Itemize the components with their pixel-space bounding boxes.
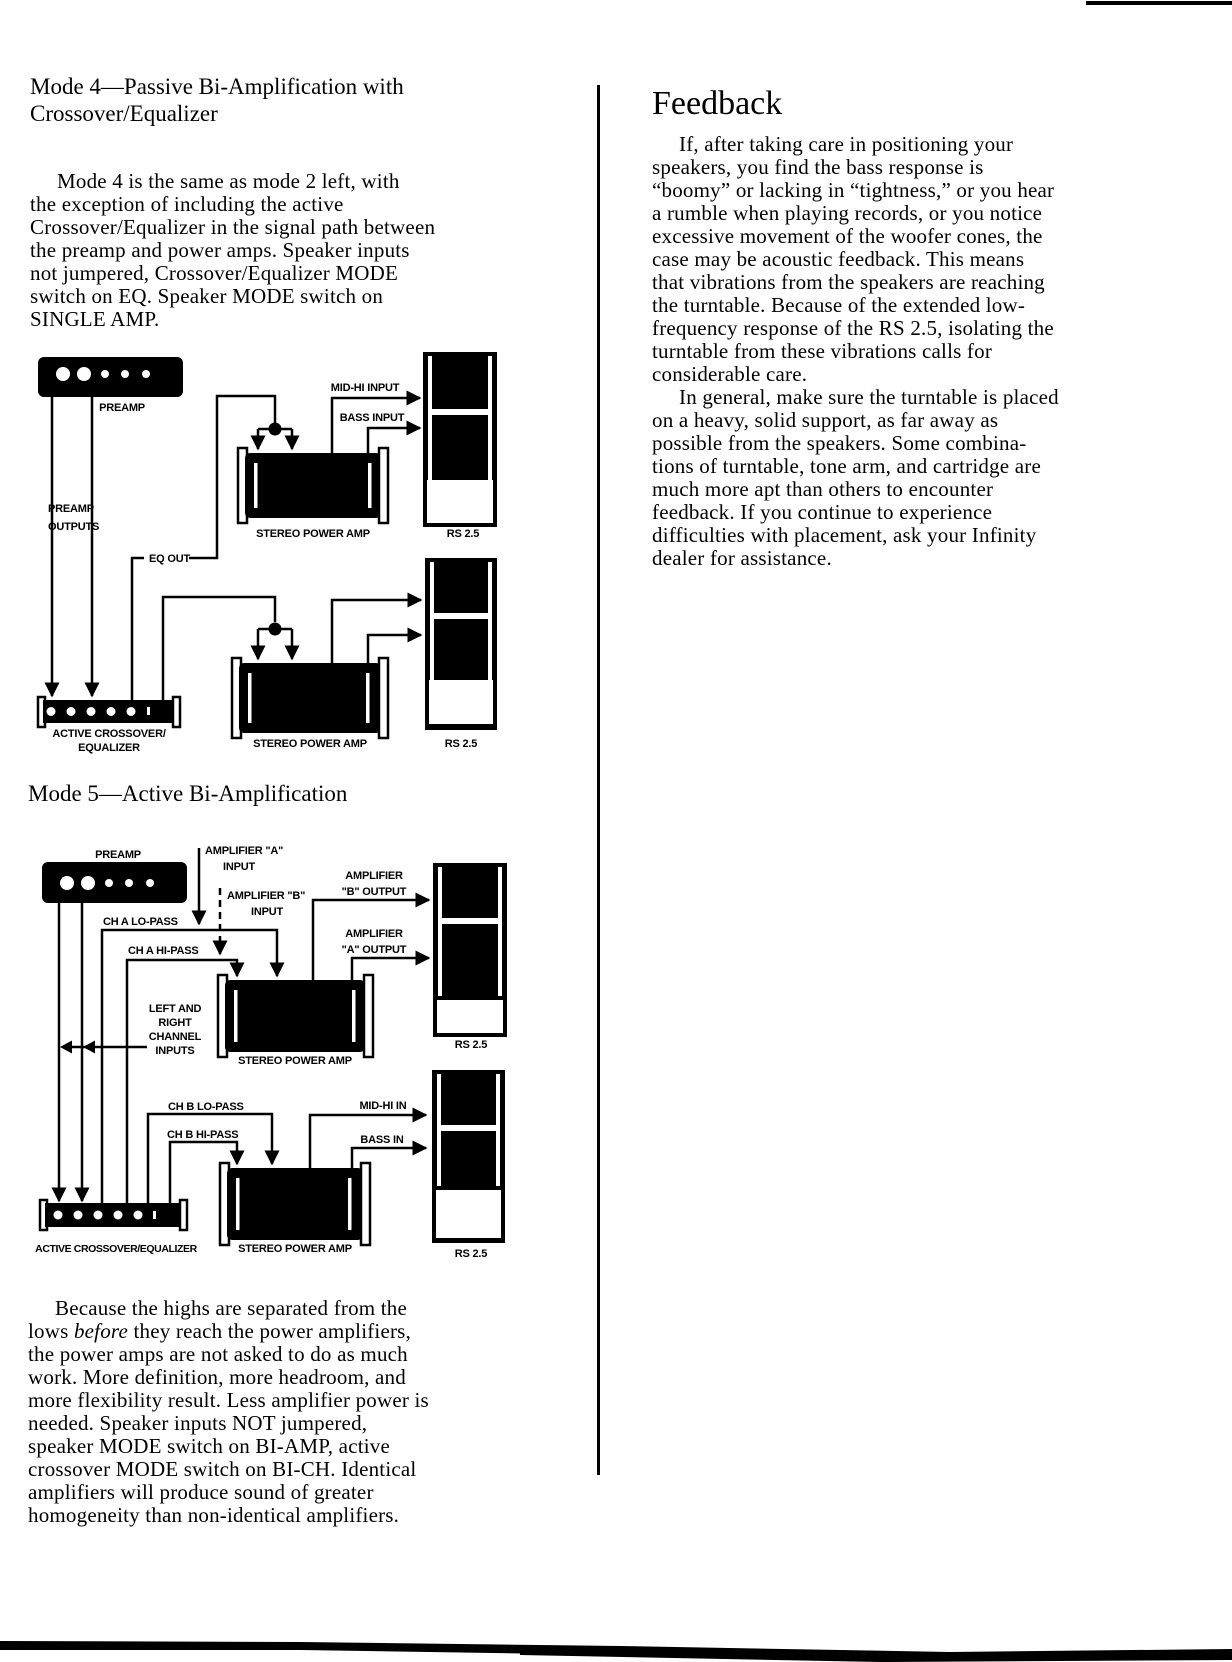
text-line: turntable from these vibrations calls for [652, 339, 993, 363]
amp-b-input-label-line1: AMPLIFIER "B" [227, 890, 306, 902]
ch-a-hi-pass-label: CH A HI-PASS [128, 945, 199, 957]
stereo-power-amp-bottom [220, 1163, 370, 1245]
rs25-bottom-label: RS 2.5 [444, 738, 478, 750]
text-segment: they reach the power amplifiers, [128, 1319, 411, 1343]
amp-b-input-label-line2: INPUT [251, 906, 284, 918]
amp-a-input-label-line2: INPUT [223, 861, 256, 873]
preamp-box [42, 862, 187, 903]
amp-bottom-label: STEREO POWER AMP [253, 738, 367, 750]
text-line: Because the highs are separated from the [55, 1296, 408, 1320]
eq-out-label: EQ OUT [149, 553, 190, 565]
text-line: much more apt than others to encounter [652, 477, 994, 501]
paragraph-bottom [28, 1297, 429, 1527]
text-line: amplifiers will produce sound of greater [28, 1480, 374, 1504]
preamp-knob [121, 370, 129, 378]
wire-mid-hi [332, 398, 420, 453]
text-line: more flexibility result. Less amplifier power is [28, 1388, 429, 1412]
stereo-power-amp-bottom [232, 658, 388, 738]
text-line [28, 1320, 429, 1343]
rs25-top-label: RS 2.5 [454, 1039, 488, 1051]
diagram-mode4 [25, 330, 525, 760]
text-line: homogeneity than non-identical amplifiers. [28, 1503, 400, 1527]
text-line: speakers, you find the bass response is [652, 155, 984, 179]
text-line: a rumble when playing records, or you notice [652, 201, 1043, 225]
ch-a-lo-pass-label: CH A LO-PASS [103, 916, 178, 928]
ch-b-hi-pass-label: CH B HI-PASS [167, 1129, 239, 1141]
paragraph-feedback-1 [652, 133, 1059, 570]
preamp-knob [56, 367, 70, 381]
text-line: Mode 4 is the same as mode 2 left, with [57, 169, 400, 193]
channel-inputs-label-line1: LEFT AND [148, 1003, 202, 1015]
ch-b-lo-pass-label: CH B LO-PASS [168, 1101, 244, 1113]
preamp-knob [77, 367, 91, 381]
preamp-knob [105, 879, 113, 887]
crossover-label-line1: ACTIVE CROSSOVER/ [52, 728, 166, 740]
text-line: If, after taking care in positioning your [679, 132, 1014, 156]
text-line: speaker MODE switch on BI-AMP, active [28, 1434, 391, 1458]
amp-b-output-label-line2: "B" OUTPUT [341, 886, 407, 898]
stereo-power-amp-top [238, 448, 388, 523]
speaker-rs25-top [433, 863, 507, 1037]
heading-mode4-line1: Mode 4—Passive Bi-Amplification with [30, 74, 404, 99]
text-line: dealer for assistance. [652, 546, 832, 570]
preamp-knob [142, 370, 150, 378]
channel-inputs-label-line3: CHANNEL [148, 1031, 202, 1043]
scan-edge-line [1086, 1, 1232, 5]
paragraph-mode4 [30, 170, 435, 331]
preamp-outputs-label-line1: PREAMP [48, 503, 94, 515]
text-segment-italic: before [73, 1319, 129, 1343]
bass-in-label: BASS IN [360, 1134, 404, 1146]
active-crossover-equalizer [38, 697, 180, 727]
column-divider [597, 85, 600, 1475]
speaker-rs25-bottom [432, 1070, 505, 1243]
preamp-knob [101, 370, 109, 378]
channel-inputs-label-line2: RIGHT [158, 1017, 192, 1029]
rs25-bottom-label: RS 2.5 [454, 1248, 488, 1260]
wire-bass [368, 428, 420, 453]
text-line: considerable care. [652, 362, 808, 386]
preamp-knob [81, 876, 95, 890]
text-line: difficulties with placement, ask your Infinity [652, 523, 1037, 547]
text-segment: lows [28, 1319, 74, 1343]
text-line: In general, make sure the turntable is placed [679, 385, 1059, 409]
heading-feedback: Feedback [652, 85, 783, 122]
crossover-label: ACTIVE CROSSOVER/EQUALIZER [35, 1243, 197, 1255]
preamp-knob [125, 879, 133, 887]
wire-amp2-out1 [332, 600, 421, 663]
text-line: tions of turntable, tone arm, and cartridge are [652, 454, 1041, 478]
heading-mode4 [30, 73, 404, 127]
amp-a-output-label-line1: AMPLIFIER [345, 928, 403, 940]
amp-a-input-label-line1: AMPLIFIER "A" [205, 845, 284, 857]
amp-bottom-label: STEREO POWER AMP [238, 1243, 352, 1255]
text-line: case may be acoustic feedback. This means [652, 247, 1025, 271]
amp-top-label: STEREO POWER AMP [238, 1055, 352, 1067]
amp-b-output-label-line1: AMPLIFIER [345, 870, 403, 882]
channel-inputs-label-line4: INPUTS [155, 1045, 195, 1057]
stereo-power-amp-top [218, 975, 373, 1057]
text-line: SINGLE AMP. [30, 307, 160, 331]
preamp-knob [60, 876, 74, 890]
wire-amp-b-output [313, 900, 429, 980]
text-line: not jumpered, Crossover/Equalizer MODE [30, 261, 399, 285]
mid-hi-in-label: MID-HI IN [359, 1100, 407, 1112]
rs25-top-label: RS 2.5 [446, 528, 480, 540]
preamp-box [38, 357, 183, 397]
text-line: the exception of including the active [30, 192, 344, 216]
bass-input-label: BASS INPUT [339, 412, 405, 424]
text-line: the preamp and power amps. Speaker inputs [30, 238, 410, 262]
text-line: switch on EQ. Speaker MODE switch on [30, 284, 384, 308]
preamp-label: PREAMP [99, 402, 145, 414]
diagram-mode5 [25, 840, 525, 1272]
text-line: needed. Speaker inputs NOT jumpered, [28, 1411, 368, 1435]
text-line: on a heavy, solid support, as far away as [652, 408, 999, 432]
text-line: frequency response of the RS 2.5, isolating the [652, 316, 1054, 340]
mid-hi-input-label: MID-HI INPUT [330, 382, 400, 394]
preamp-knob [146, 879, 154, 887]
active-crossover-equalizer [40, 1200, 187, 1230]
amp-a-output-label-line2: "A" OUTPUT [341, 944, 407, 956]
channel-inputs-arrow [60, 1041, 72, 1054]
wire-eq-out-riser [132, 558, 144, 700]
speaker-rs25-top [423, 352, 497, 527]
wire-amp2-out2 [368, 635, 421, 663]
text-line: excessive movement of the woofer cones, the [652, 224, 1043, 248]
scan-artifact-band [0, 1628, 1232, 1662]
text-line: the power amps are not asked to do as much [28, 1342, 408, 1366]
text-line: the turntable. Because of the extended low- [652, 293, 1026, 317]
text-line: that vibrations from the speakers are reaching [652, 270, 1045, 294]
text-line: possible from the speakers. Some combina- [652, 431, 1027, 455]
text-line: work. More definition, more headroom, and [28, 1365, 406, 1389]
text-line: “boomy” or lacking in “tightness,” or you hear [652, 178, 1055, 202]
text-line: crossover MODE switch on BI-CH. Identical [28, 1457, 417, 1481]
preamp-outputs-label-line2: OUTPUTS [48, 521, 100, 533]
heading-mode5: Mode 5—Active Bi-Amplification [28, 781, 348, 806]
speaker-rs25-bottom [425, 558, 497, 730]
crossover-label-line2: EQUALIZER [78, 742, 140, 754]
text-line: feedback. If you continue to experience [652, 500, 993, 524]
text-line: Crossover/Equalizer in the signal path between [30, 215, 436, 239]
channel-inputs-arrow [83, 1041, 95, 1054]
preamp-label: PREAMP [95, 849, 141, 861]
heading-mode4-line2: Crossover/Equalizer [30, 101, 218, 126]
amp-top-label: STEREO POWER AMP [256, 528, 370, 540]
